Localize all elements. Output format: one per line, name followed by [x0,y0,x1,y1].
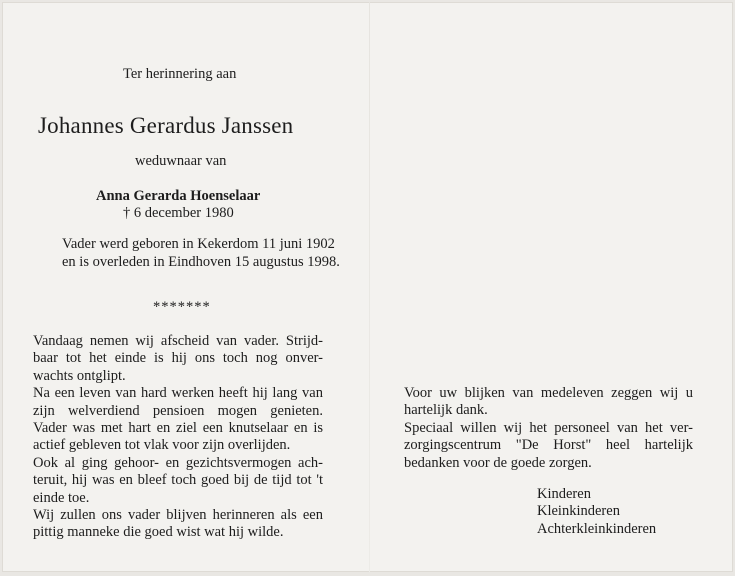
deceased-name: Johannes Gerardus Janssen [38,113,294,138]
signature-line: Achterkleinkinderen [537,520,657,537]
paragraph-line: Na een leven van hard werken heeft hij lang van [33,385,323,402]
paragraph-line: Wij zullen ons vader blijven herinneren als een [33,507,323,524]
intro-text: Ter herinnering aan [123,66,237,82]
death-line: en is overleden in Eindhoven 15 augustus 1998. [62,254,340,270]
paragraph-line: actief gebleven tot vlak voor zijn overlijden. [33,437,291,454]
paragraph-line: Vader was met hart en ziel een knutselaar en is [33,420,323,437]
left-paragraph [33,333,323,542]
signature-line: Kinderen [537,486,591,502]
relation-text: weduwnaar van [135,153,227,169]
spouse-death-date: † 6 december 1980 [123,205,234,221]
paragraph-line: Voor uw blijken van medeleven zeggen wij u [404,385,693,401]
fold-line [369,2,370,572]
paragraph-line: Ook al ging gehoor- en gezichtsvermogen ach- [33,454,323,471]
paragraph-line: zijn welverdiend pensioen mogen genieten. [33,402,323,419]
paragraph-line: pittig manneke die goed wist wat hij wilde. [33,524,284,541]
paragraph-line: einde toe. [33,489,90,506]
paragraph-line: zorgingscentrum "De Horst" heel hartelijk [404,437,693,454]
paragraph-line: Vandaag nemen wij afscheid van vader. Strijd- [33,333,323,349]
spouse-name: Anna Gerarda Hoenselaar [96,188,261,204]
separator-stars: ******* [153,299,211,315]
paragraph-line: teruit, hij was en bleef toch goed bij de tijd tot 't [33,472,323,489]
paragraph-line: bedanken voor de goede zorgen. [404,454,592,471]
right-paragraph [404,385,693,472]
signature-block [537,486,656,538]
birth-line: Vader werd geboren in Kekerdom 11 juni 1902 [62,236,335,252]
memorial-card [2,2,733,572]
paragraph-line: Speciaal willen wij het personeel van het ver- [404,419,693,436]
paragraph-line: wachts ontglipt. [33,367,126,384]
paragraph-line: hartelijk dank. [404,402,488,419]
signature-line: Kleinkinderen [537,503,620,520]
paragraph-line: baar tot het einde is hij ons toch nog onver- [33,350,323,367]
